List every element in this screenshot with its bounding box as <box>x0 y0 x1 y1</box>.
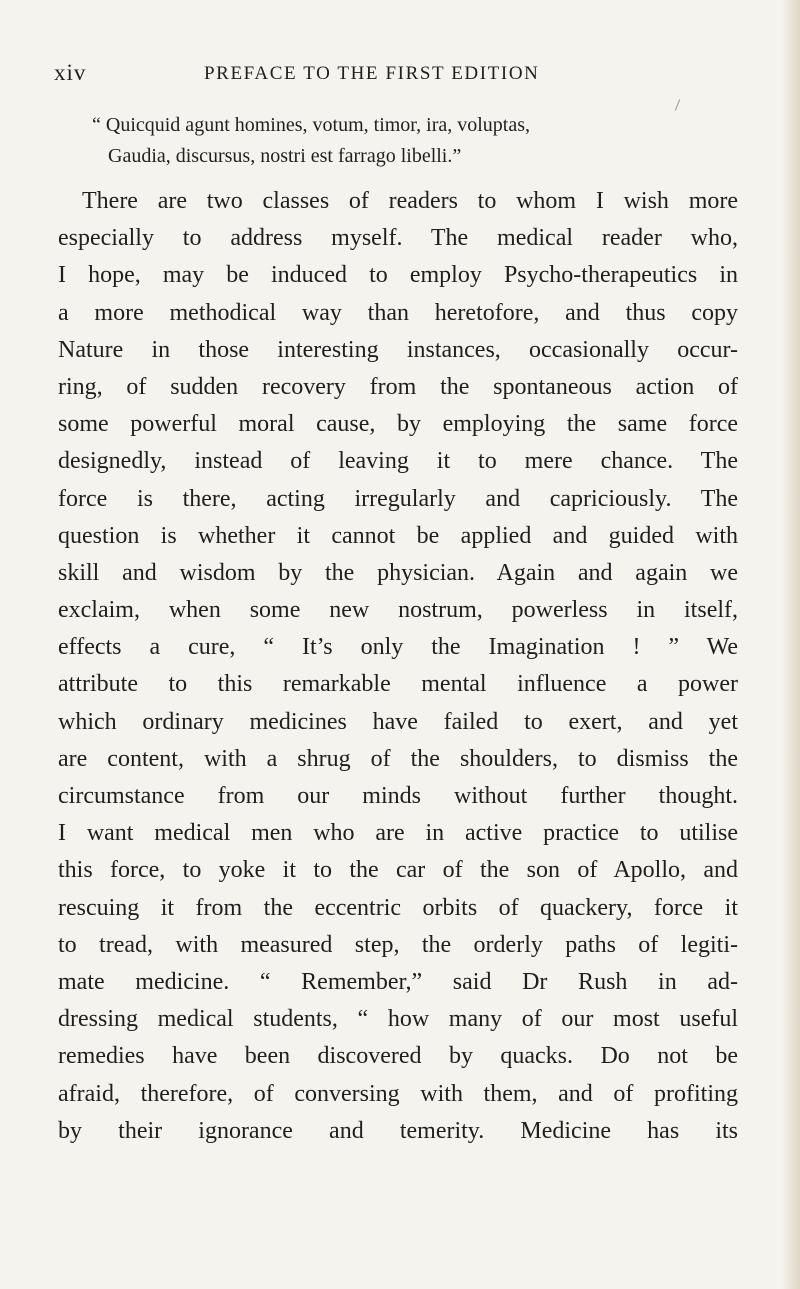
text-line: afraid, therefore, of conversing with them, and of profiting <box>58 1080 738 1107</box>
epigraph-line: Gaudia, discursus, nostri est farrago libelli.” <box>108 145 462 167</box>
text-line: I want medical men who are in active practice to utilise <box>58 820 738 847</box>
text-line: which ordinary medicines have failed to exert, and yet <box>58 708 738 735</box>
page-number: xiv <box>54 60 87 85</box>
text-line: to tread, with measured step, the orderly paths of legiti- <box>58 931 738 958</box>
epigraph-line: “ Quicquid agunt homines, votum, timor, ira, voluptas, <box>92 114 531 136</box>
text-line: exclaim, when some new nostrum, powerless in itself, <box>58 597 738 624</box>
page-edge-shadow <box>782 0 800 1289</box>
text-line: remedies have been discovered by quacks. Do not be <box>58 1043 738 1070</box>
text-line: Nature in those interesting instances, occasionally occur- <box>58 336 738 363</box>
text-line: question is whether it cannot be applied and guided with <box>58 522 738 549</box>
text-line: effects a cure, “ It’s only the Imagination ! ” We <box>58 634 738 661</box>
text-line: this force, to yoke it to the car of the son of Apollo, and <box>58 857 738 884</box>
text-line: are content, with a shrug of the shoulders, to dismiss the <box>58 745 738 772</box>
running-head: PREFACE TO THE FIRST EDITION <box>204 63 540 84</box>
text-line: some powerful moral cause, by employing the same force <box>58 411 738 438</box>
text-line: ring, of sudden recovery from the spontaneous action of <box>58 373 738 400</box>
text-line: mate medicine. “ Remember,” said Dr Rush in ad- <box>58 968 738 995</box>
page-header <box>54 60 754 90</box>
text-line: circumstance from our minds without further thought. <box>58 783 738 809</box>
text-line: There are two classes of readers to whom I wish more <box>82 188 738 214</box>
text-line: dressing medical students, “ how many of our most useful <box>58 1006 738 1033</box>
text-line: a more methodical way than heretofore, and thus copy <box>58 299 738 326</box>
epigraph-quote <box>92 110 732 172</box>
text-line: I hope, may be induced to employ Psycho-therapeutics in <box>58 262 738 289</box>
text-line: by their ignorance and temerity. Medicine has its <box>58 1117 738 1144</box>
text-line: rescuing it from the eccentric orbits of quackery, force it <box>58 894 738 921</box>
text-line: force is there, acting irregularly and capriciously. The <box>58 485 738 512</box>
body-paragraph <box>58 183 738 1150</box>
text-line: skill and wisdom by the physician. Again and again we <box>58 559 738 586</box>
text-line: designedly, instead of leaving it to mere chance. The <box>58 448 738 475</box>
text-line: especially to address myself. The medical reader who, <box>58 225 738 252</box>
text-line: attribute to this remarkable mental influence a power <box>58 671 738 698</box>
